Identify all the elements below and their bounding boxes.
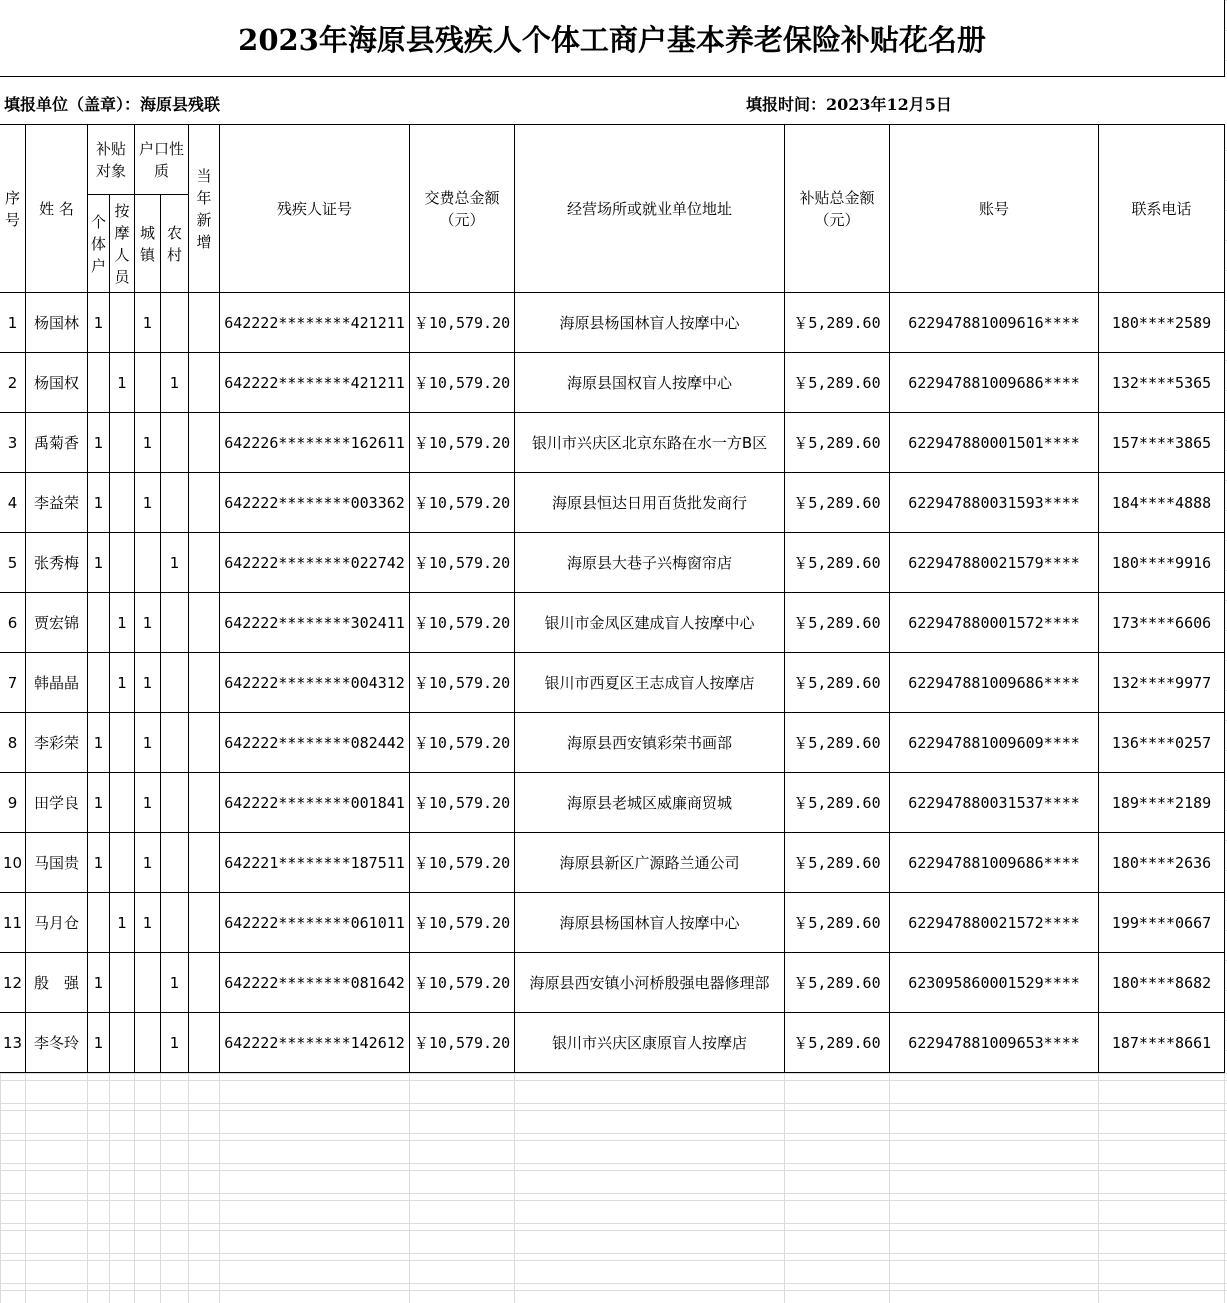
cell-subsidy: ￥5,289.60 bbox=[785, 533, 890, 593]
cell-new bbox=[189, 353, 220, 413]
cell-individual bbox=[88, 593, 110, 653]
header-phone: 联系电话 bbox=[1099, 125, 1225, 293]
cell-subsidy: ￥5,289.60 bbox=[785, 353, 890, 413]
cell-urban bbox=[135, 953, 161, 1013]
table-row bbox=[0, 473, 1225, 533]
cell-seq: 9 bbox=[0, 773, 26, 833]
cell-phone: 189****2189 bbox=[1099, 773, 1225, 833]
cell-address: 海原县老城区威廉商贸城 bbox=[515, 773, 785, 833]
cell-urban: 1 bbox=[135, 713, 161, 773]
table-row bbox=[0, 953, 1225, 1013]
cell-name: 李益荣 bbox=[26, 473, 88, 533]
cell-account: 622947881009686**** bbox=[890, 653, 1099, 713]
cell-address: 海原县杨国林盲人按摩中心 bbox=[515, 893, 785, 953]
cell-phone: 180****2636 bbox=[1099, 833, 1225, 893]
cell-phone: 132****9977 bbox=[1099, 653, 1225, 713]
cell-rural bbox=[161, 833, 189, 893]
table-row bbox=[0, 893, 1225, 953]
cell-seq: 10 bbox=[0, 833, 26, 893]
cell-subsidy: ￥5,289.60 bbox=[785, 593, 890, 653]
cell-paid: ￥10,579.20 bbox=[410, 1013, 515, 1073]
cell-rural bbox=[161, 893, 189, 953]
cell-urban: 1 bbox=[135, 773, 161, 833]
cell-subsidy: ￥5,289.60 bbox=[785, 893, 890, 953]
cell-paid: ￥10,579.20 bbox=[410, 413, 515, 473]
cell-address: 海原县西安镇彩荣书画部 bbox=[515, 713, 785, 773]
table-row bbox=[0, 593, 1225, 653]
cell-seq: 2 bbox=[0, 353, 26, 413]
cell-urban bbox=[135, 1013, 161, 1073]
cell-cert: 642222********421211 bbox=[220, 293, 410, 353]
cell-individual: 1 bbox=[88, 473, 110, 533]
cell-massage bbox=[110, 473, 135, 533]
cell-paid: ￥10,579.20 bbox=[410, 593, 515, 653]
cell-new bbox=[189, 473, 220, 533]
cell-seq: 7 bbox=[0, 653, 26, 713]
cell-seq: 8 bbox=[0, 713, 26, 773]
header-subsidy-target: 补贴对象 bbox=[88, 125, 135, 195]
cell-name: 韩晶晶 bbox=[26, 653, 88, 713]
cell-name: 田学良 bbox=[26, 773, 88, 833]
info-row bbox=[0, 77, 1227, 125]
cell-paid: ￥10,579.20 bbox=[410, 533, 515, 593]
cell-massage: 1 bbox=[110, 353, 135, 413]
cell-individual bbox=[88, 353, 110, 413]
cell-name: 禹菊香 bbox=[26, 413, 88, 473]
cell-rural bbox=[161, 713, 189, 773]
cell-massage bbox=[110, 1013, 135, 1073]
cell-seq: 5 bbox=[0, 533, 26, 593]
cell-cert: 642222********421211 bbox=[220, 353, 410, 413]
cell-massage: 1 bbox=[110, 893, 135, 953]
cell-new bbox=[189, 533, 220, 593]
cell-cert: 642222********061011 bbox=[220, 893, 410, 953]
cell-rural: 1 bbox=[161, 533, 189, 593]
header-address: 经营场所或就业单位地址 bbox=[515, 125, 785, 293]
cell-name: 李彩荣 bbox=[26, 713, 88, 773]
header-subsidy-total: 补贴总金额（元） bbox=[785, 125, 890, 293]
header-cert-no: 残疾人证号 bbox=[220, 125, 410, 293]
cell-individual: 1 bbox=[88, 713, 110, 773]
cell-account: 622947880021579**** bbox=[890, 533, 1099, 593]
cell-seq: 4 bbox=[0, 473, 26, 533]
cell-paid: ￥10,579.20 bbox=[410, 773, 515, 833]
cell-subsidy: ￥5,289.60 bbox=[785, 653, 890, 713]
cell-individual: 1 bbox=[88, 413, 110, 473]
table-row bbox=[0, 533, 1225, 593]
cell-urban: 1 bbox=[135, 293, 161, 353]
cell-individual: 1 bbox=[88, 953, 110, 1013]
cell-name: 李冬玲 bbox=[26, 1013, 88, 1073]
cell-account: 622947881009653**** bbox=[890, 1013, 1099, 1073]
cell-account: 622947880021572**** bbox=[890, 893, 1099, 953]
cell-paid: ￥10,579.20 bbox=[410, 353, 515, 413]
header-name: 姓 名 bbox=[26, 125, 88, 293]
cell-massage bbox=[110, 293, 135, 353]
cell-rural: 1 bbox=[161, 953, 189, 1013]
cell-account: 622947881009616**** bbox=[890, 293, 1099, 353]
cell-cert: 642222********302411 bbox=[220, 593, 410, 653]
cell-urban: 1 bbox=[135, 413, 161, 473]
cell-seq: 6 bbox=[0, 593, 26, 653]
header-massage: 按摩人员 bbox=[110, 195, 135, 293]
cell-rural: 1 bbox=[161, 353, 189, 413]
cell-address: 海原县国权盲人按摩中心 bbox=[515, 353, 785, 413]
cell-phone: 180****8682 bbox=[1099, 953, 1225, 1013]
header-paid-total: 交费总金额（元） bbox=[410, 125, 515, 293]
cell-urban bbox=[135, 353, 161, 413]
cell-individual: 1 bbox=[88, 293, 110, 353]
cell-paid: ￥10,579.20 bbox=[410, 833, 515, 893]
cell-massage: 1 bbox=[110, 653, 135, 713]
cell-phone: 136****0257 bbox=[1099, 713, 1225, 773]
cell-phone: 199****0667 bbox=[1099, 893, 1225, 953]
cell-massage bbox=[110, 833, 135, 893]
cell-address: 银川市西夏区王志成盲人按摩店 bbox=[515, 653, 785, 713]
cell-rural bbox=[161, 293, 189, 353]
cell-address: 海原县大巷子兴梅窗帘店 bbox=[515, 533, 785, 593]
table-row bbox=[0, 713, 1225, 773]
cell-address: 银川市兴庆区康原盲人按摩店 bbox=[515, 1013, 785, 1073]
cell-name: 杨国林 bbox=[26, 293, 88, 353]
cell-urban: 1 bbox=[135, 473, 161, 533]
cell-new bbox=[189, 893, 220, 953]
cell-individual: 1 bbox=[88, 533, 110, 593]
cell-seq: 1 bbox=[0, 293, 26, 353]
cell-paid: ￥10,579.20 bbox=[410, 893, 515, 953]
cell-name: 马国贵 bbox=[26, 833, 88, 893]
cell-name: 张秀梅 bbox=[26, 533, 88, 593]
header-new-this-year: 当年新增 bbox=[189, 125, 220, 293]
cell-cert: 642222********082442 bbox=[220, 713, 410, 773]
cell-account: 622947880031593**** bbox=[890, 473, 1099, 533]
cell-address: 海原县新区广源路兰通公司 bbox=[515, 833, 785, 893]
cell-phone: 157****3865 bbox=[1099, 413, 1225, 473]
cell-subsidy: ￥5,289.60 bbox=[785, 413, 890, 473]
cell-account: 622947881009686**** bbox=[890, 833, 1099, 893]
cell-seq: 12 bbox=[0, 953, 26, 1013]
table-row bbox=[0, 1013, 1225, 1073]
cell-new bbox=[189, 713, 220, 773]
cell-account: 622947880001501**** bbox=[890, 413, 1099, 473]
cell-new bbox=[189, 293, 220, 353]
cell-rural: 1 bbox=[161, 1013, 189, 1073]
cell-individual: 1 bbox=[88, 773, 110, 833]
cell-new bbox=[189, 833, 220, 893]
cell-massage bbox=[110, 533, 135, 593]
cell-individual bbox=[88, 653, 110, 713]
cell-urban: 1 bbox=[135, 653, 161, 713]
cell-individual: 1 bbox=[88, 833, 110, 893]
cell-cert: 642222********001841 bbox=[220, 773, 410, 833]
cell-rural bbox=[161, 653, 189, 713]
cell-massage bbox=[110, 413, 135, 473]
cell-address: 银川市金凤区建成盲人按摩中心 bbox=[515, 593, 785, 653]
cell-individual bbox=[88, 893, 110, 953]
roster-table bbox=[0, 124, 1225, 1073]
cell-name: 贾宏锦 bbox=[26, 593, 88, 653]
cell-rural bbox=[161, 473, 189, 533]
cell-subsidy: ￥5,289.60 bbox=[785, 1013, 890, 1073]
cell-account: 623095860001529**** bbox=[890, 953, 1099, 1013]
header-rural: 农村 bbox=[161, 195, 189, 293]
header-seq: 序号 bbox=[0, 125, 26, 293]
cell-subsidy: ￥5,289.60 bbox=[785, 833, 890, 893]
header-urban: 城镇 bbox=[135, 195, 161, 293]
cell-seq: 3 bbox=[0, 413, 26, 473]
cell-urban bbox=[135, 533, 161, 593]
table-row bbox=[0, 833, 1225, 893]
cell-new bbox=[189, 773, 220, 833]
table-row bbox=[0, 413, 1225, 473]
cell-address: 银川市兴庆区北京东路在水一方B区 bbox=[515, 413, 785, 473]
cell-address: 海原县西安镇小河桥殷强电器修理部 bbox=[515, 953, 785, 1013]
cell-seq: 13 bbox=[0, 1013, 26, 1073]
cell-account: 622947881009686**** bbox=[890, 353, 1099, 413]
cell-name: 殷 强 bbox=[26, 953, 88, 1013]
cell-urban: 1 bbox=[135, 893, 161, 953]
cell-subsidy: ￥5,289.60 bbox=[785, 953, 890, 1013]
table-row bbox=[0, 773, 1225, 833]
cell-subsidy: ￥5,289.60 bbox=[785, 773, 890, 833]
cell-new bbox=[189, 953, 220, 1013]
cell-account: 622947880001572**** bbox=[890, 593, 1099, 653]
table-row bbox=[0, 293, 1225, 353]
cell-paid: ￥10,579.20 bbox=[410, 473, 515, 533]
header-household: 户口性质 bbox=[135, 125, 189, 195]
fill-unit: 填报单位（盖章）：海原县残联 bbox=[4, 95, 221, 114]
cell-phone: 173****6606 bbox=[1099, 593, 1225, 653]
cell-phone: 184****4888 bbox=[1099, 473, 1225, 533]
cell-cert: 642222********142612 bbox=[220, 1013, 410, 1073]
header-account: 账号 bbox=[890, 125, 1099, 293]
cell-cert: 642222********003362 bbox=[220, 473, 410, 533]
cell-phone: 180****2589 bbox=[1099, 293, 1225, 353]
cell-subsidy: ￥5,289.60 bbox=[785, 713, 890, 773]
cell-new bbox=[189, 413, 220, 473]
cell-massage bbox=[110, 953, 135, 1013]
cell-name: 马月仓 bbox=[26, 893, 88, 953]
cell-seq: 11 bbox=[0, 893, 26, 953]
table-row bbox=[0, 653, 1225, 713]
cell-subsidy: ￥5,289.60 bbox=[785, 293, 890, 353]
cell-massage bbox=[110, 773, 135, 833]
cell-massage: 1 bbox=[110, 593, 135, 653]
cell-phone: 132****5365 bbox=[1099, 353, 1225, 413]
cell-rural bbox=[161, 773, 189, 833]
cell-new bbox=[189, 653, 220, 713]
cell-account: 622947880031537**** bbox=[890, 773, 1099, 833]
cell-address: 海原县杨国林盲人按摩中心 bbox=[515, 293, 785, 353]
cell-paid: ￥10,579.20 bbox=[410, 293, 515, 353]
cell-cert: 642226********162611 bbox=[220, 413, 410, 473]
cell-phone: 180****9916 bbox=[1099, 533, 1225, 593]
cell-address: 海原县恒达日用百货批发商行 bbox=[515, 473, 785, 533]
cell-phone: 187****8661 bbox=[1099, 1013, 1225, 1073]
cell-new bbox=[189, 593, 220, 653]
cell-paid: ￥10,579.20 bbox=[410, 953, 515, 1013]
cell-new bbox=[189, 1013, 220, 1073]
cell-cert: 642222********022742 bbox=[220, 533, 410, 593]
cell-cert: 642222********004312 bbox=[220, 653, 410, 713]
cell-urban: 1 bbox=[135, 593, 161, 653]
cell-individual: 1 bbox=[88, 1013, 110, 1073]
fill-time: 填报时间：2023年12月5日 bbox=[746, 95, 952, 114]
cell-urban: 1 bbox=[135, 833, 161, 893]
cell-rural bbox=[161, 413, 189, 473]
table-row bbox=[0, 353, 1225, 413]
cell-name: 杨国权 bbox=[26, 353, 88, 413]
header-individual: 个体户 bbox=[88, 195, 110, 293]
cell-account: 622947881009609**** bbox=[890, 713, 1099, 773]
cell-cert: 642222********081642 bbox=[220, 953, 410, 1013]
cell-paid: ￥10,579.20 bbox=[410, 713, 515, 773]
cell-rural bbox=[161, 593, 189, 653]
cell-cert: 642221********187511 bbox=[220, 833, 410, 893]
cell-subsidy: ￥5,289.60 bbox=[785, 473, 890, 533]
cell-massage bbox=[110, 713, 135, 773]
cell-paid: ￥10,579.20 bbox=[410, 653, 515, 713]
page-title: 2023年海原县残疾人个体工商户基本养老保险补贴花名册 bbox=[0, 0, 1225, 77]
